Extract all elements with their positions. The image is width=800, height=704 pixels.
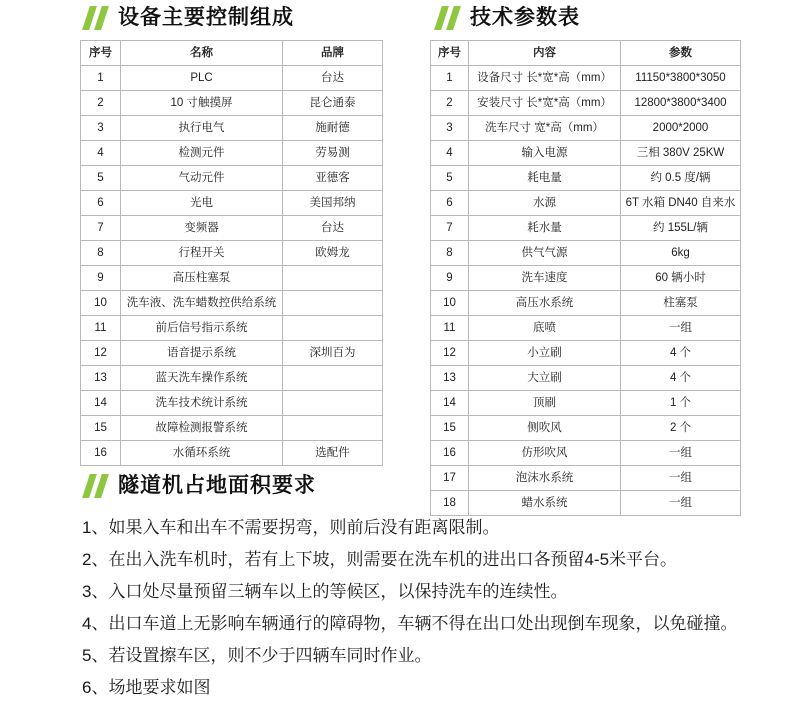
param_table-cell: 一组 <box>621 316 741 341</box>
param_table-cell: 16 <box>431 441 469 466</box>
control_table-cell: 7 <box>81 216 121 241</box>
area-requirements-list <box>82 512 782 704</box>
control_table-cell: 13 <box>81 366 121 391</box>
param_table-cell: 供气气源 <box>469 241 621 266</box>
double-slash-icon <box>436 6 462 30</box>
param_table-cell: 耗电量 <box>469 166 621 191</box>
param_table-cell: 5 <box>431 166 469 191</box>
requirement-item: 5、若设置擦车区，则不少于四辆车同时作业。 <box>82 646 432 665</box>
param_table-cell: 泡沫水系统 <box>469 466 621 491</box>
param_table-cell: 14 <box>431 391 469 416</box>
double-slash-icon <box>84 474 110 498</box>
control_table-cell <box>283 416 383 441</box>
param_table-cell: 耗水量 <box>469 216 621 241</box>
param_table-cell: 60 辆小时 <box>621 266 741 291</box>
control_table-cell: 亚德客 <box>283 166 383 191</box>
param_table-cell: 安装尺寸 长*宽*高（mm） <box>469 91 621 116</box>
table-row <box>431 241 741 266</box>
param_table-cell: 约 155L/辆 <box>621 216 741 241</box>
requirement-item: 2、在出入洗车机时，若有上下坡，则需要在洗车机的进出口各预留4-5米平台。 <box>82 550 678 569</box>
param_table-cell: 小立刷 <box>469 341 621 366</box>
section-heading-control-label: 设备主要控制组成 <box>118 6 294 29</box>
table-row <box>431 441 741 466</box>
table-row <box>81 391 383 416</box>
control_table-cell: 14 <box>81 391 121 416</box>
control_table-cell: 洗车技术统计系统 <box>121 391 283 416</box>
control_table-cell <box>283 391 383 416</box>
column-header: 参数 <box>621 41 741 66</box>
table-row <box>431 316 741 341</box>
section-heading-control <box>84 6 294 30</box>
param_table-cell: 12 <box>431 341 469 366</box>
control_table-cell <box>283 291 383 316</box>
param_table-cell: 17 <box>431 466 469 491</box>
table-row <box>431 291 741 316</box>
section-heading-params <box>436 6 580 30</box>
param_table-cell: 4 个 <box>621 366 741 391</box>
control_table-cell: 3 <box>81 116 121 141</box>
control_table-cell: 2 <box>81 91 121 116</box>
table-row <box>81 116 383 141</box>
control_table-cell: 高压柱塞泵 <box>121 266 283 291</box>
param_table-cell: 7 <box>431 216 469 241</box>
param_table-cell: 15 <box>431 416 469 441</box>
table-row <box>431 416 741 441</box>
param_table-cell: 洗车尺寸 宽*高（mm） <box>469 116 621 141</box>
param_table-cell: 6T 水箱 DN40 自来水 <box>621 191 741 216</box>
control_table-cell: 10 <box>81 291 121 316</box>
param_table-cell: 3 <box>431 116 469 141</box>
table-row <box>431 116 741 141</box>
param_table-cell: 9 <box>431 266 469 291</box>
param_table-cell: 侧吹风 <box>469 416 621 441</box>
param_table-cell: 一组 <box>621 491 741 516</box>
param_table-cell: 11150*3800*3050 <box>621 66 741 91</box>
param_table-cell: 顶刷 <box>469 391 621 416</box>
control_table-cell: PLC <box>121 66 283 91</box>
param_table-cell: 约 0.5 度/辆 <box>621 166 741 191</box>
table-row <box>81 191 383 216</box>
control_table-cell: 光电 <box>121 191 283 216</box>
column-header: 内容 <box>469 41 621 66</box>
param_table-cell: 10 <box>431 291 469 316</box>
table-row <box>431 141 741 166</box>
param_table-cell: 18 <box>431 491 469 516</box>
table-row <box>81 291 383 316</box>
control_table-cell: 6 <box>81 191 121 216</box>
param_table-cell: 洗车速度 <box>469 266 621 291</box>
section-heading-area <box>84 474 316 498</box>
control_table-cell: 故障检测报警系统 <box>121 416 283 441</box>
control_table-cell: 洗车液、洗车蜡数控供给系统 <box>121 291 283 316</box>
param_table-cell: 水源 <box>469 191 621 216</box>
param_table-cell: 2 <box>431 91 469 116</box>
param_table-cell: 三相 380V 25KW <box>621 141 741 166</box>
control_table-cell: 行程开关 <box>121 241 283 266</box>
param_table-cell: 13 <box>431 366 469 391</box>
double-slash-icon <box>84 6 110 30</box>
section-heading-params-label: 技术参数表 <box>470 6 580 29</box>
section-heading-area-label: 隧道机占地面积要求 <box>118 474 316 497</box>
control_table-cell: 15 <box>81 416 121 441</box>
control_table-cell: 1 <box>81 66 121 91</box>
column-header: 品牌 <box>283 41 383 66</box>
requirement-item: 4、出口车道上无影响车辆通行的障碍物，车辆不得在出口处出现倒车现象，以免碰撞。 <box>82 614 738 633</box>
control_table-cell: 11 <box>81 316 121 341</box>
control_table-cell: 前后信号指示系统 <box>121 316 283 341</box>
param_table-cell: 8 <box>431 241 469 266</box>
column-header: 序号 <box>81 41 121 66</box>
param_table-cell: 柱塞泵 <box>621 291 741 316</box>
table-row <box>431 391 741 416</box>
param_table-cell: 4 <box>431 141 469 166</box>
param_table-cell: 1 个 <box>621 391 741 416</box>
param_table-cell: 6kg <box>621 241 741 266</box>
param_table-cell: 仿形吹风 <box>469 441 621 466</box>
control_table-cell: 蓝天洗车操作系统 <box>121 366 283 391</box>
param_table-cell: 12800*3800*3400 <box>621 91 741 116</box>
table-row <box>431 216 741 241</box>
param_table-cell: 1 <box>431 66 469 91</box>
requirement-item: 6、场地要求如图 <box>82 678 211 697</box>
table-row <box>431 66 741 91</box>
param_table-cell: 2000*2000 <box>621 116 741 141</box>
control_table-cell: 检测元件 <box>121 141 283 166</box>
control_table-cell: 执行电气 <box>121 116 283 141</box>
control_table-cell: 台达 <box>283 216 383 241</box>
table-row <box>81 266 383 291</box>
control_table-cell: 12 <box>81 341 121 366</box>
param_table-cell: 一组 <box>621 466 741 491</box>
control_table-cell: 4 <box>81 141 121 166</box>
control_table-cell: 施耐德 <box>283 116 383 141</box>
control_table-cell <box>283 366 383 391</box>
table-header-row <box>81 41 383 66</box>
table-row <box>81 441 383 466</box>
table-row <box>81 241 383 266</box>
param_table-cell: 高压水系统 <box>469 291 621 316</box>
table-row <box>81 66 383 91</box>
param_table-cell: 大立刷 <box>469 366 621 391</box>
param_table-cell: 设备尺寸 长*宽*高（mm） <box>469 66 621 91</box>
control-composition-table <box>80 40 383 466</box>
control_table-cell <box>283 316 383 341</box>
requirement-item: 3、入口处尽量预留三辆车以上的等候区，以保持洗车的连续性。 <box>82 582 568 601</box>
table-row <box>81 341 383 366</box>
table-row <box>431 91 741 116</box>
table-row <box>81 366 383 391</box>
control_table-cell: 语音提示系统 <box>121 341 283 366</box>
column-header: 序号 <box>431 41 469 66</box>
requirement-item: 1、如果入车和出车不需要拐弯，则前后没有距离限制。 <box>82 518 500 537</box>
table-row <box>81 216 383 241</box>
control_table-cell: 变频器 <box>121 216 283 241</box>
table-row <box>431 266 741 291</box>
column-header: 名称 <box>121 41 283 66</box>
table-row <box>81 416 383 441</box>
param_table-cell: 一组 <box>621 441 741 466</box>
table-row <box>81 316 383 341</box>
control_table-cell: 气动元件 <box>121 166 283 191</box>
control_table-cell: 8 <box>81 241 121 266</box>
control_table-cell: 欧姆龙 <box>283 241 383 266</box>
control_table-cell: 5 <box>81 166 121 191</box>
table-row <box>431 341 741 366</box>
control_table-cell: 16 <box>81 441 121 466</box>
param_table-cell: 11 <box>431 316 469 341</box>
table-row <box>81 141 383 166</box>
technical-parameters-table <box>430 40 741 516</box>
table-row <box>81 91 383 116</box>
param_table-cell: 底喷 <box>469 316 621 341</box>
control_table-cell: 劳易测 <box>283 141 383 166</box>
table-row <box>431 191 741 216</box>
param_table-cell: 输入电源 <box>469 141 621 166</box>
param_table-cell: 6 <box>431 191 469 216</box>
table-row <box>431 366 741 391</box>
control_table-cell: 10 寸触摸屏 <box>121 91 283 116</box>
param_table-cell: 2 个 <box>621 416 741 441</box>
control_table-cell: 台达 <box>283 66 383 91</box>
control_table-cell: 水循环系统 <box>121 441 283 466</box>
table-header-row <box>431 41 741 66</box>
control_table-cell: 昆仑通泰 <box>283 91 383 116</box>
table-row <box>431 466 741 491</box>
table-row <box>81 166 383 191</box>
table-row <box>431 166 741 191</box>
param_table-cell: 4 个 <box>621 341 741 366</box>
param_table-cell: 蜡水系统 <box>469 491 621 516</box>
control_table-cell: 9 <box>81 266 121 291</box>
control_table-cell <box>283 266 383 291</box>
control_table-cell: 深圳百为 <box>283 341 383 366</box>
control_table-cell: 美国邦纳 <box>283 191 383 216</box>
control_table-cell: 选配件 <box>283 441 383 466</box>
